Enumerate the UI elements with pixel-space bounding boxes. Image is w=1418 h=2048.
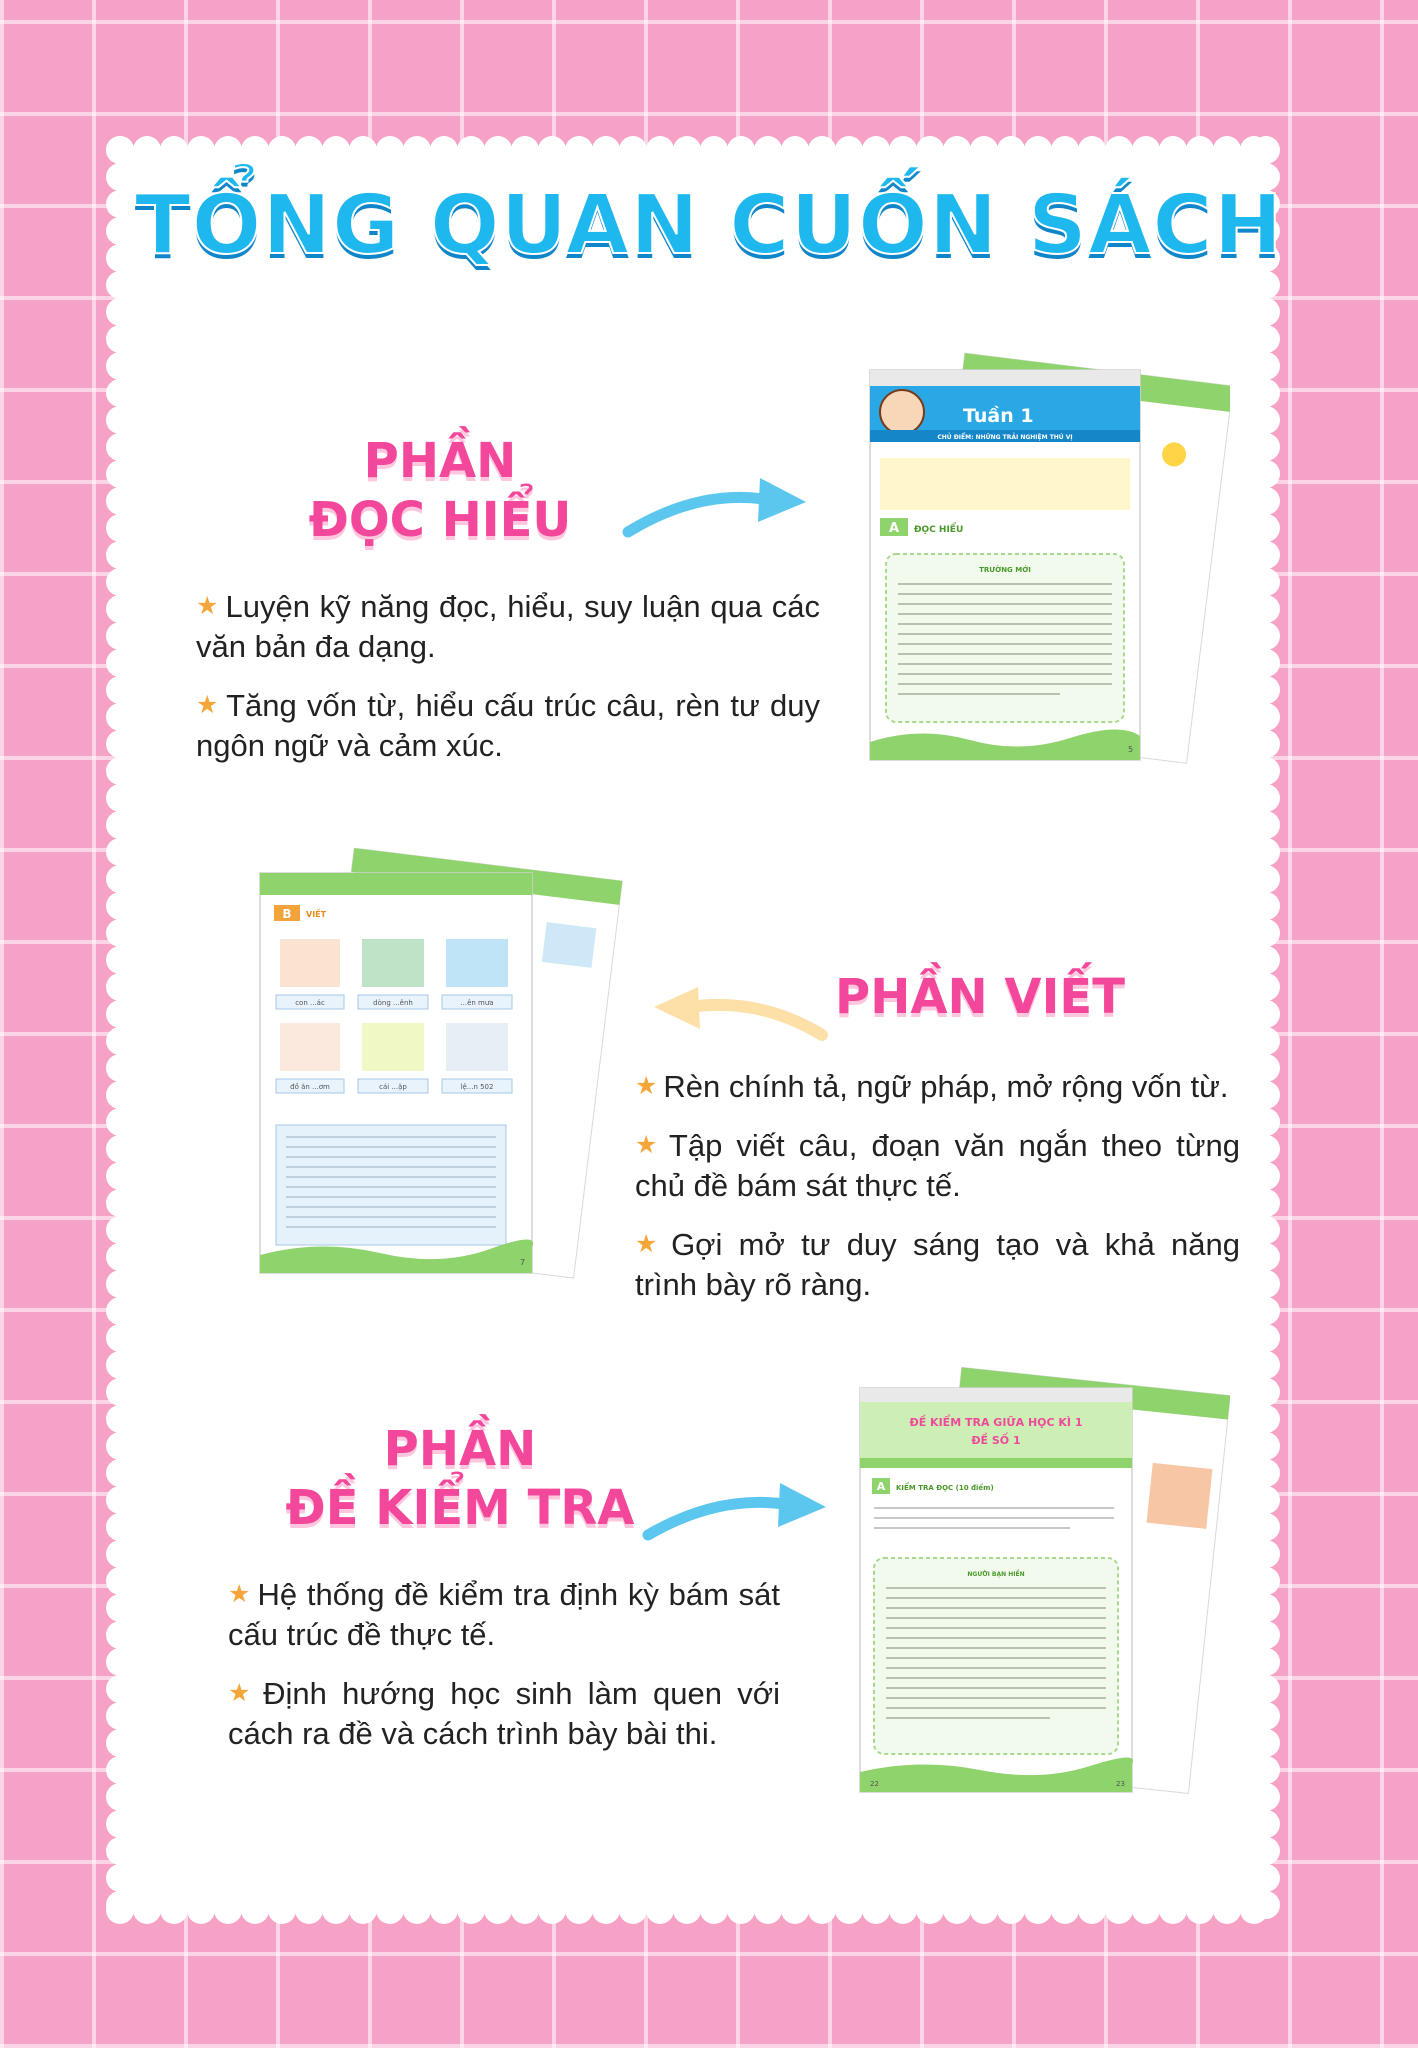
star-icon: ★ <box>228 1679 258 1707</box>
bullet-text: Luyện kỹ năng đọc, hiểu, suy luận qua các văn bản đa dạng. <box>196 589 820 664</box>
star-icon: ★ <box>228 1580 252 1608</box>
page-title: TỔNG QUAN CUỐN SÁCH <box>134 178 1284 273</box>
part-label: A <box>888 521 900 536</box>
heading-line: PHẦN <box>363 433 517 489</box>
part-title: VIẾT <box>306 910 327 919</box>
part-label: B <box>282 907 292 921</box>
writing-page-preview <box>250 835 630 1295</box>
arrow-right-icon <box>640 1475 830 1545</box>
page-number: 22 <box>870 1780 879 1788</box>
list-item <box>635 1224 1240 1305</box>
bullet-text: Tăng vốn từ, hiểu cấu trúc câu, rèn tư duy ngôn ngữ và cảm xúc. <box>196 688 820 763</box>
tests-page-preview <box>850 1362 1230 1812</box>
box-title: TRƯỜNG MỚI <box>979 566 1031 574</box>
list-item <box>635 1066 1240 1107</box>
star-icon: ★ <box>196 592 220 620</box>
preview-subheader: ĐỀ SỐ 1 <box>971 1434 1021 1447</box>
star-icon: ★ <box>635 1072 658 1100</box>
bullet-text: Định hướng học sinh làm quen với cách ra đề và cách trình bày bài thi. <box>228 1676 780 1751</box>
box-title: NGƯỜI BẠN HIỀN <box>967 1571 1025 1578</box>
blank-word: con ...ác <box>295 999 325 1007</box>
list-item <box>196 586 820 667</box>
tests-bullets <box>228 1574 780 1772</box>
reading-page-preview <box>860 350 1230 780</box>
list-item <box>228 1673 780 1754</box>
blank-word: cái ...ặp <box>379 1083 407 1091</box>
bullet-text: Rèn chính tả, ngữ pháp, mở rộng vốn từ. <box>663 1069 1229 1104</box>
blank-word: dòng ...ênh <box>373 999 413 1007</box>
arrow-right-icon <box>620 470 810 540</box>
bullet-text: Hệ thống đề kiểm tra định kỳ bám sát cấu trúc đề thực tế. <box>228 1577 781 1652</box>
heading-line: ĐỀ KIỂM TRA <box>285 1479 635 1536</box>
list-item <box>635 1125 1240 1206</box>
preview-header: ĐỀ KIỂM TRA GIỮA HỌC KÌ 1 <box>909 1416 1083 1429</box>
page-number: 5 <box>1128 745 1134 754</box>
bullet-text: Gợi mở tư duy sáng tạo và khả năng trình bày rõ ràng. <box>635 1227 1240 1302</box>
bullet-text: Tập viết câu, đoạn văn ngắn theo từng chủ đề bám sát thực tế. <box>635 1128 1240 1203</box>
part-label: A <box>876 1480 886 1493</box>
reading-bullets <box>196 586 820 784</box>
star-icon: ★ <box>196 691 221 719</box>
arrow-left-icon <box>650 985 830 1045</box>
blank-word: ...ên mưa <box>460 999 494 1007</box>
page-number: 23 <box>1116 1780 1125 1788</box>
section-heading-tests <box>250 1420 670 1537</box>
section-heading-reading <box>250 432 630 549</box>
list-item <box>228 1574 780 1655</box>
writing-bullets <box>635 1066 1240 1323</box>
list-item <box>196 685 820 766</box>
page-number: 7 <box>520 1258 526 1267</box>
preview-header: Tuần 1 <box>963 405 1034 427</box>
part-title: ĐỌC HIỂU <box>914 525 964 535</box>
star-icon: ★ <box>635 1230 666 1258</box>
preview-subheader: CHỦ ĐIỂM: NHỮNG TRẢI NGHIỆM THÚ VỊ <box>937 434 1073 441</box>
blank-word: đồ ăn ...ơm <box>290 1083 330 1091</box>
blank-word: lệ...n 502 <box>460 1083 494 1091</box>
heading-line: PHẦN <box>383 1421 537 1477</box>
part-title: KIỂM TRA ĐỌC (10 điểm) <box>896 1484 994 1492</box>
section-heading-writing: PHẦN VIẾT <box>835 969 1125 1025</box>
star-icon: ★ <box>635 1131 663 1159</box>
heading-line: ĐỌC HIỂU <box>308 491 572 548</box>
